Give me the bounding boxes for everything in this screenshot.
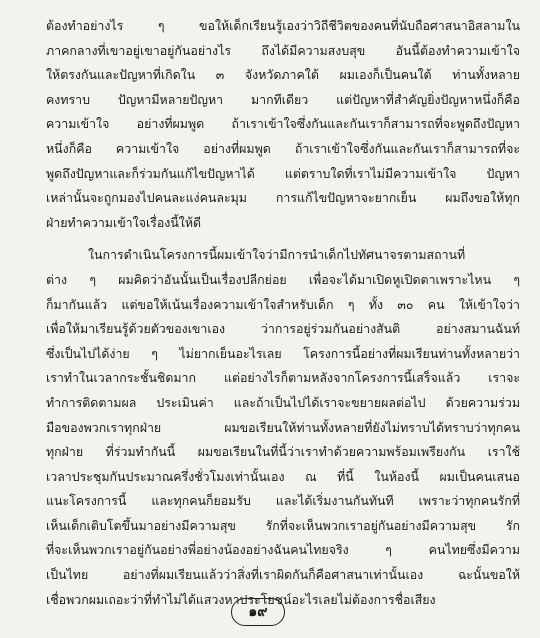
text-line: เพื่อให้มาเรียนรู้ด้วยตัวของเขาเอง ว่าการอยู่ร่วมกันอย่างสันติ อย่างสมานฉันท์	[46, 321, 520, 337]
text-line: เราทำในเวลากระชั้นชิดมาก แต่อย่างไรก็ตามหลังจากโครงการนี้เสร็จแล้ว เราจะ	[46, 370, 520, 386]
text-line: ทำการติดตามผล ประเมินค่า และถ้าเป็นไปได้เราจะขยายผลต่อไป ด้วยความร่วม	[46, 394, 520, 410]
text-line: หนึ่งก็คือ ความเข้าใจ อย่างที่ผมพูด ถ้าเราเข้าใจซึ่งกันและกันเราก็สามารถที่จะ	[46, 140, 520, 156]
text-line: ซึ่งเป็นไปได้ง่าย ๆ ไม่ยากเย็นอะไรเลย โครงการนี้อย่างที่ผมเรียนท่านทั้งหลายว่า	[46, 345, 520, 361]
text-line: เห็นเด็กเติบโตขึ้นมาอย่างมีความสุข รักที่จะเห็นพวกเราอยู่กันอย่างมีความสุข รัก	[46, 517, 520, 533]
text-line: ทุกฝ่าย ที่ร่วมทำกันนี้ ผมขอเรียนในที่นี้ว่าเราทำด้วยความพร้อมเพรียงกัน เราใช้	[46, 444, 520, 460]
page-number: ๑๙	[231, 598, 285, 626]
text-line: ภาคกลางที่เขาอยู่เขาอยู่กันอย่างไร ถึงได้มีความสงบสุข อันนี้ต้องทำความเข้าใจ	[46, 42, 520, 58]
text-line: พูดถึงปัญหาและก็ร่วมกันแก้ไขปัญหาได้ แต่ตราบใดที่เราไม่มีความเข้าใจ ปัญหา	[46, 165, 520, 181]
body-text	[46, 14, 520, 612]
text-line: เหล่านั้นจะถูกมองไปคนละแง่คนละมุม การแก้ไขปัญหาจะยากเย็น ผมถึงขอให้ทุก	[46, 190, 520, 206]
paragraph-1	[46, 14, 520, 235]
text-line: ให้ตรงกันและปัญหาที่เกิดใน ๓ จังหวัดภาคใต้ ผมเองก็เป็นคนใต้ ท่านทั้งหลาย	[46, 67, 520, 83]
text-line: ความเข้าใจ อย่างที่ผมพูด ถ้าเราเข้าใจซึ่งกันและกันเราก็สามารถที่จะพูดถึงปัญหา	[46, 116, 520, 132]
text-line: แนะโครงการนี้ และทุกคนก็ยอมรับ และได้เริ่มงานกันทันที เพราะว่าทุกคนรักที่	[46, 493, 520, 509]
text-line: ต่าง ๆ ผมคิดว่าอันนั้นเป็นเรื่องปลีกย่อย เพื่อจะได้มาเปิดหูเปิดตาเพราะไหน ๆ	[46, 271, 520, 287]
paragraph-gap	[46, 235, 520, 243]
text-line: เป็นไทย อย่างที่ผมเรียนแล้วว่าสิ่งที่เราผิดกันก็คือศาสนาเท่านั้นเอง ฉะนั้นขอให้	[46, 567, 520, 583]
text-line: ที่จะเห็นพวกเราอยู่กันอย่างพี่อย่างน้องอย่างฉันคนไทยจริง ๆ คนไทยซึ่งมีความ	[46, 542, 520, 558]
text-line: เวลาประชุมกันประมาณครึ่งชั่วโมงเท่านั้นเอง ณ ที่นี้ ในห้องนี้ ผมเป็นคนเสนอ	[46, 468, 520, 484]
paragraph-2	[46, 243, 520, 612]
text-line: ฝ่ายทำความเข้าใจเรื่องนี้ให้ดี	[46, 214, 202, 230]
text-line: ก็มากันแล้ว แต่ขอให้เน้นเรื่องความเข้าใจสำหรับเด็ก ๆ ทั้ง ๓๐ คน ให้เข้าใจว่า	[46, 296, 520, 312]
text-line: มือของพวกเราทุกฝ่าย ผมขอเรียนให้ท่านทั้งหลายที่ยังไม่ทราบได้ทราบว่าทุกคน	[46, 419, 520, 435]
text-line: เชื่อพวกผมเถอะว่าที่ทำไม่ได้แสวงหาประโยชน์อะไรเลยไม่ต้องการชื่อเสียง	[46, 591, 436, 607]
text-line: ต้องทำอย่างไร ๆ ขอให้เด็กเรียนรู้เองว่าวิถีชีวิตของคนที่นับถือศาสนาอิสลามใน	[46, 18, 520, 33]
text-line: ในการดำเนินโครงการนี้ผมเข้าใจว่ามีการนำเด็กไปทัศนาจรตามสถานที่	[88, 247, 466, 263]
text-line: คงทราบ ปัญหามีหลายปัญหา มากทีเดียว แต่ปัญหาที่สำคัญยิ่งปัญหาหนึ่งก็คือ	[46, 91, 520, 107]
